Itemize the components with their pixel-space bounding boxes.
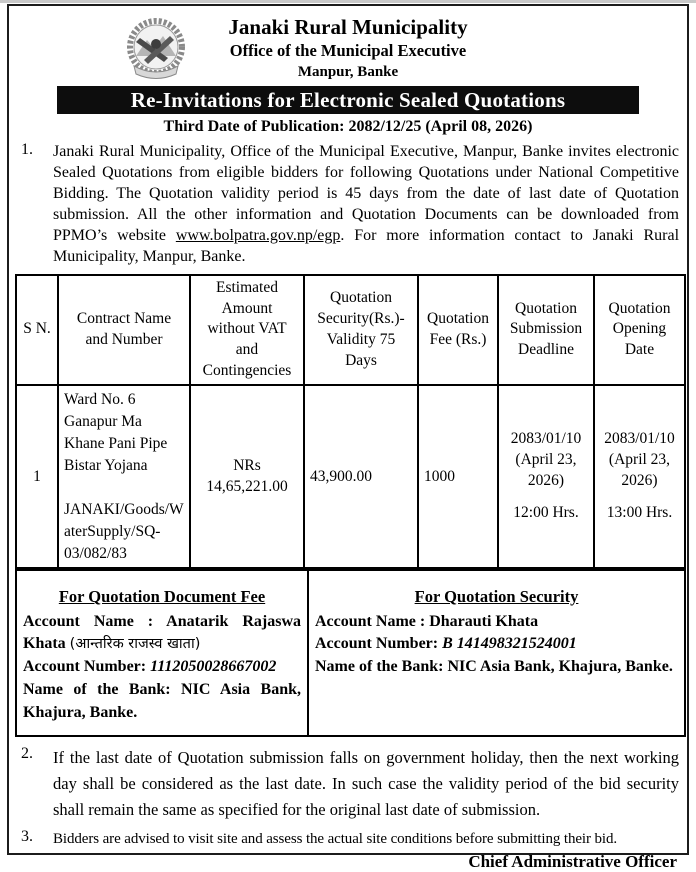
security-account-name-label: Account Name : bbox=[315, 612, 430, 630]
security-account-number: B 141498321524001 bbox=[442, 635, 577, 653]
cell-contract-name-number bbox=[58, 385, 190, 568]
office-subtitle: Office of the Municipal Executive bbox=[229, 41, 467, 61]
item-text: Bidders are advised to visit site and assess the actual site conditions before submitting their bid. bbox=[53, 831, 618, 848]
item1-text-after-link: . For more information contact to Janaki Rural Municipality, Manpur, Banke. bbox=[53, 227, 680, 266]
notice-item-3 bbox=[15, 828, 681, 851]
notice-document bbox=[7, 4, 689, 871]
security-account-details bbox=[315, 611, 678, 679]
cell-quotation-fee: 1000 bbox=[418, 385, 498, 568]
signature-line: Chief Administrative Officer bbox=[468, 851, 677, 871]
fee-account-details bbox=[23, 611, 301, 725]
municipality-title: Janaki Rural Municipality bbox=[228, 15, 468, 39]
cell-opening-date bbox=[594, 385, 685, 568]
scan-edge-strip bbox=[0, 0, 696, 3]
fee-account-name-nepali: (आन्तरिक राजस्व खाता) bbox=[69, 636, 201, 653]
security-account-title: For Quotation Security bbox=[414, 587, 579, 607]
table-header-row bbox=[16, 275, 685, 386]
quotation-table bbox=[15, 274, 686, 570]
fee-account-number-label: Account Number: bbox=[23, 658, 151, 676]
footer-notes bbox=[15, 745, 681, 872]
fee-account-number: 1112050028667002 bbox=[150, 658, 277, 676]
column-header-opening-date: Quotation Opening Date bbox=[594, 275, 685, 386]
submission-deadline-date: 2083/01/10 (April 23, 2026) bbox=[510, 430, 582, 490]
table-row bbox=[16, 385, 685, 568]
fee-account-name-label: Account Name : bbox=[23, 612, 167, 630]
document-header bbox=[15, 10, 681, 136]
security-account-name: Dharauti Khata bbox=[429, 612, 539, 630]
cell-sn: 1 bbox=[16, 385, 58, 568]
fee-bank-name: NIC Asia Bank, Khajura, Banke. bbox=[23, 680, 301, 721]
opening-date-date: 2083/01/10 (April 23, 2026) bbox=[604, 430, 675, 490]
security-account-number-label: Account Number: bbox=[315, 635, 443, 653]
cell-estimated-amount: NRs 14,65,221.00 bbox=[190, 385, 304, 568]
cell-submission-deadline bbox=[498, 385, 594, 568]
item-number: 2. bbox=[21, 745, 33, 763]
location-subtitle: Manpur, Banke bbox=[297, 63, 399, 80]
security-bank-name: NIC Asia Bank, Khajura, Banke. bbox=[447, 658, 673, 676]
submission-deadline-time: 12:00 Hrs. bbox=[513, 504, 579, 522]
notice-title-banner: Re-Invitations for Electronic Sealed Quotations bbox=[57, 86, 639, 114]
item-text: If the last date of Quotation submission falls on government holiday, then the next working day shall be considered as the last date. In such case the validity period of the bid security shall remain the same as specified for the original last date of submission. bbox=[53, 748, 679, 820]
column-header-estimated-amount: Estimated Amount without VAT and Contingencies bbox=[190, 275, 304, 386]
column-header-contract: Contract Name and Number bbox=[58, 275, 190, 386]
item-number: 1. bbox=[21, 140, 33, 158]
fee-account-title: For Quotation Document Fee bbox=[58, 587, 266, 607]
security-bank-label: Name of the Bank: bbox=[315, 658, 448, 676]
column-header-submission-deadline: Quotation Submission Deadline bbox=[498, 275, 594, 386]
notice-item-2 bbox=[15, 745, 681, 823]
nepal-emblem-logo bbox=[110, 14, 202, 84]
item-text bbox=[53, 141, 681, 268]
cell-quotation-security: 43,900.00 bbox=[304, 385, 418, 568]
item1-text-before-link: Janaki Rural Municipality, Office of the Municipal Executive, Manpur, Banke invites electronic Sealed Quotations from eligible bidders for following Quotations under National Competitive Bidding. The Quotation validity period is 45 days from the date of last date of Quotation submission. All the other information and Quotation Documents can be downloaded from PPMO’s website bbox=[53, 142, 679, 245]
fee-account-name: Anatarik Rajaswa Khata bbox=[23, 612, 302, 653]
item-number: 3. bbox=[21, 828, 33, 846]
bank-account-table bbox=[15, 569, 686, 737]
column-header-fee: Quotation Fee (Rs.) bbox=[418, 275, 498, 386]
quotation-document-fee-cell bbox=[16, 570, 308, 736]
contract-number: JANAKI/Goods/WaterSupply/SQ-03/082/83 bbox=[64, 500, 184, 562]
opening-date-time: 13:00 Hrs. bbox=[606, 504, 673, 522]
contract-name: Ward No. 6 Ganapur Ma Khane Pani Pipe Bistar Yojana bbox=[64, 390, 168, 474]
column-header-security: Quotation Security(Rs.)- Validity 75 Days bbox=[304, 275, 418, 386]
publication-date-line: Third Date of Publication: 2082/12/25 (April 08, 2026) bbox=[163, 117, 533, 135]
notice-item-1 bbox=[15, 141, 681, 268]
fee-bank-label: Name of the Bank: bbox=[23, 680, 182, 698]
column-header-sn: S N. bbox=[16, 275, 58, 386]
quotation-security-cell bbox=[308, 570, 685, 736]
ppmo-website-link[interactable]: www.bolpatra.gov.np/egp bbox=[175, 227, 341, 245]
